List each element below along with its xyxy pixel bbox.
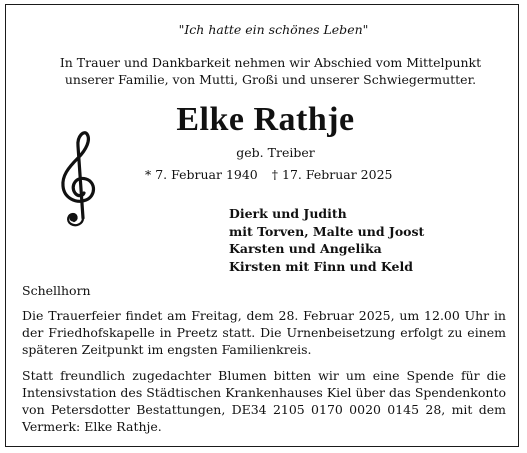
mourner-line: Dierk und Judith <box>229 206 347 221</box>
funeral-paragraph: Die Trauerfeier findet am Freitag, dem 28. Februar 2025, um 12.00 Uhr in der Friedhofskapelle in Preetz statt. Die Urnenbeisetzung erfolgt zu einem späteren Zeitpunkt im engsten Familienkreis. <box>22 308 506 357</box>
mourner-line: Karsten und Angelika <box>229 241 382 256</box>
life-dates <box>145 167 392 182</box>
maiden-name: geb. Treiber <box>236 145 315 160</box>
mourners-list <box>229 205 424 275</box>
donation-paragraph: Statt freundlich zugedachter Blumen bitten wir um eine Spende für die Intensivstation des Städtischen Krankenhauses Kiel über das Spendenkonto von Petersdotter Bestattungen, DE34 2105 0170 0020 0145 28, mit dem Vermerk: Elke Rathje. <box>22 368 506 434</box>
intro-line: unserer Familie, von Mutti, Großi und unserer Schwiegermutter. <box>64 72 477 87</box>
intro-text <box>0 54 527 88</box>
birth-date: * 7. Februar 1940 <box>145 167 258 182</box>
treble-clef-icon <box>56 128 102 228</box>
mourner-line: mit Torven, Malte und Joost <box>229 223 425 239</box>
place: Schellhorn <box>22 283 91 298</box>
intro-line: In Trauer und Dankbarkeit nehmen wir Abschied vom Mittelpunkt <box>59 55 482 70</box>
deceased-name: Elke Rathje <box>176 101 355 138</box>
quote: "Ich hatte ein schönes Leben" <box>178 22 369 37</box>
death-date: † 17. Februar 2025 <box>271 167 393 182</box>
mourner-line: Kirsten mit Finn und Keld <box>229 258 413 274</box>
